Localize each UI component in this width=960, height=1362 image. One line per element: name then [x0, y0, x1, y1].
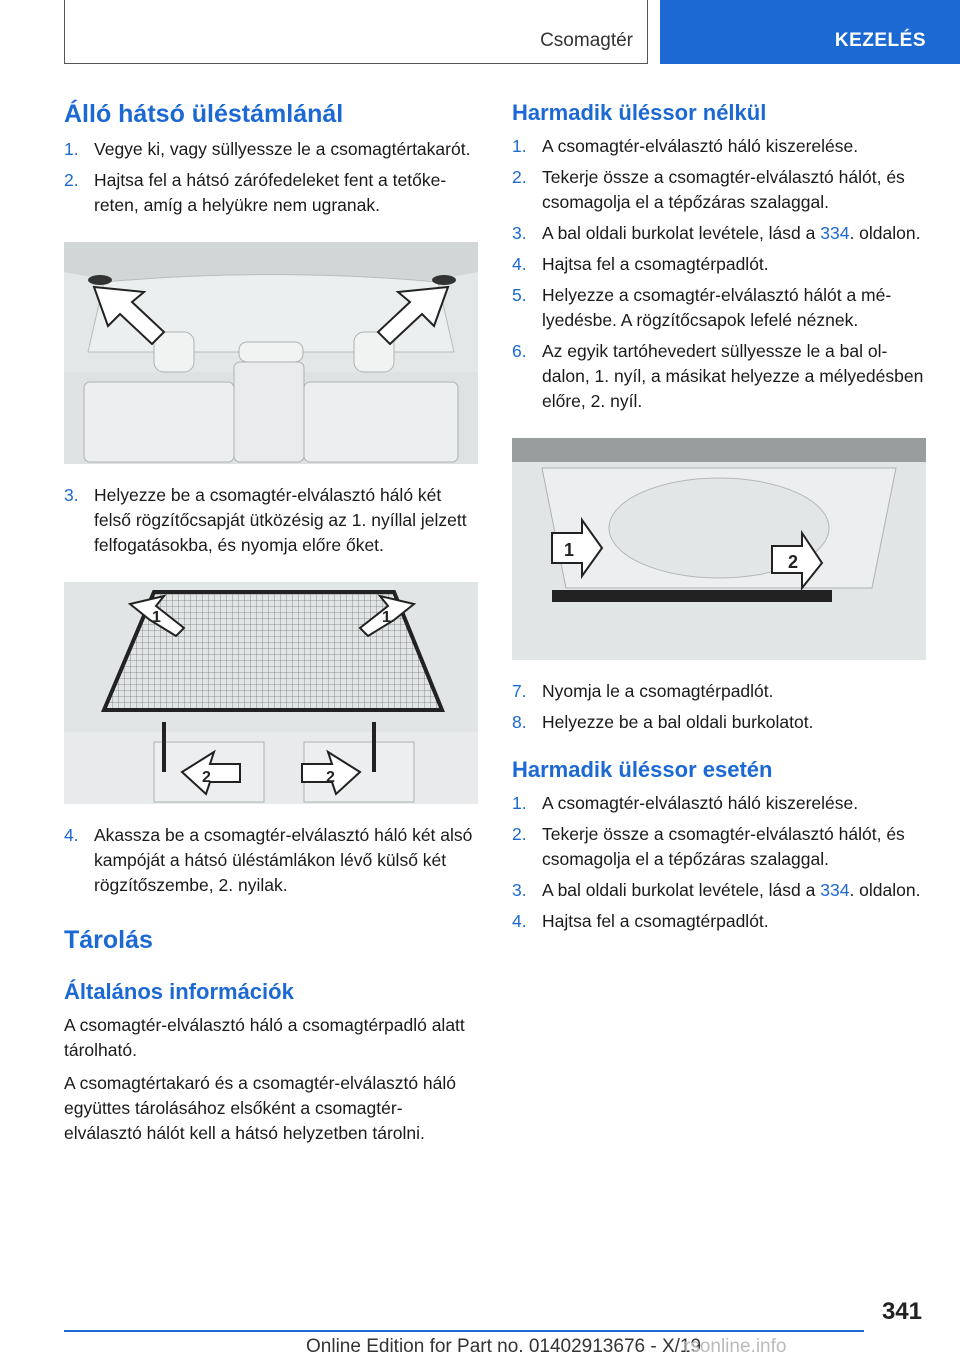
step-item	[512, 165, 926, 215]
step-number: 7.	[512, 681, 527, 701]
step-number: 1.	[64, 139, 79, 159]
footer-divider	[64, 1330, 864, 1332]
step-number: 8.	[512, 712, 527, 732]
fig2-label-2a: 2	[202, 769, 211, 786]
step-text: Vegye ki, vagy süllyessze le a csomagtértakarót.	[94, 139, 471, 159]
edition-text: Online Edition for Part no. 01402913676 - X/19	[306, 1336, 702, 1357]
fig3-label-2: 2	[788, 552, 799, 572]
step-text: Tekerje össze a csomagtér-elválasztó hálót, és csomagolja el a tépőzáras szalaggal.	[542, 167, 905, 212]
step-text: Helyezze be a csomagtér-elválasztó háló két felső rögzítőcsapját ütközésig az 1. nyíllal jelzett felfogatásokba, és nyomja előre őket.	[94, 485, 467, 555]
chapter-label: KEZELÉS	[834, 30, 926, 51]
steps-list-c	[64, 823, 478, 898]
figure-net-fitting	[64, 582, 478, 804]
step-text: Akassza be a csomagtér-elválasztó háló két alsó kampóját a hátsó üléstámlákon lévő külső két rögzítőszembe, 2. nyilak.	[94, 825, 473, 895]
step-text: Tekerje össze a csomagtér-elválasztó hálót, és csomagolja el a tépőzáras szalaggal.	[542, 824, 905, 869]
step-text: Hajtsa fel a hátsó zárófedeleket fent a tetőkereten, amíg a helyükre nem ugranak.	[94, 170, 447, 215]
fig2-label-2b: 2	[326, 769, 335, 786]
page-link[interactable]: 334	[820, 223, 850, 243]
step-item	[512, 791, 926, 816]
step-number: 4.	[512, 254, 527, 274]
steps-list-a	[64, 137, 478, 218]
step-number: 1.	[512, 793, 527, 813]
step-number: 1.	[512, 136, 527, 156]
step-number: 2.	[512, 824, 527, 844]
step-number: 6.	[512, 341, 527, 361]
step-item	[512, 339, 926, 414]
fig2-label-1b: 1	[382, 609, 391, 626]
right-column	[512, 100, 926, 940]
page-link[interactable]: 334	[820, 880, 850, 900]
step-number: 5.	[512, 285, 527, 305]
step-text	[542, 878, 926, 903]
paragraph-storage-2: A csomagtértakaró és a csomagtér-elválasztó háló együttes tárolásához elsőként a csomagtér-elválasztó hálót kell a hátsó helyzetben tárolni.	[64, 1073, 456, 1143]
step-text: A csomagtér-elválasztó háló kiszerelése.	[542, 136, 859, 156]
step-item	[512, 909, 926, 934]
page-number: 341	[881, 1298, 922, 1325]
step-text-post: . oldalon.	[849, 880, 921, 900]
figure-roof-covers	[64, 242, 478, 464]
step-number: 4.	[64, 825, 79, 845]
step-number: 2.	[64, 170, 79, 190]
heading-storage: Tárolás	[64, 926, 153, 954]
fig3-label-1: 1	[564, 540, 575, 560]
step-text: Az egyik tartóhevedert süllyessze le a bal oldalon, 1. nyíl, a másikat helyezze a mélyedésben előre, 2. nyíl.	[542, 341, 924, 411]
step-number: 3.	[512, 223, 527, 243]
step-item	[64, 137, 478, 162]
step-item	[512, 252, 926, 277]
step-text: Hajtsa fel a csomagtérpadlót.	[542, 254, 769, 274]
section-title: Csomagtér	[540, 30, 633, 51]
steps-list-right-c	[512, 791, 926, 934]
heading-general-info: Általános információk	[64, 979, 294, 1004]
heading-with-third-row: Harmadik üléssor esetén	[512, 757, 773, 782]
step-text: Helyezze be a bal oldali burkolatot.	[542, 712, 814, 732]
heading-without-third-row: Harmadik üléssor nélkül	[512, 100, 767, 125]
step-item	[512, 134, 926, 159]
step-text: A csomagtér-elválasztó háló kiszerelése.	[542, 793, 859, 813]
heading-upright-backrest: Álló hátsó üléstámlánál	[64, 100, 344, 128]
step-text-pre: A bal oldali burkolat levétele, lásd a	[542, 880, 821, 900]
figure-net-storage	[512, 438, 926, 660]
step-item	[64, 483, 478, 558]
header-section-box	[64, 0, 648, 64]
watermark: rsonline.info	[684, 1336, 787, 1357]
steps-list-right-b	[512, 679, 926, 735]
step-item	[512, 679, 926, 704]
step-text: Hajtsa fel a csomagtérpadlót.	[542, 911, 769, 931]
steps-list-b	[64, 483, 478, 558]
step-text-pre: A bal oldali burkolat levétele, lásd a	[542, 223, 821, 243]
steps-list-right-a	[512, 134, 926, 414]
step-text: Helyezze a csomagtér-elválasztó hálót a mélyedésbe. A rögzítőcsapok lefelé néznek.	[542, 285, 892, 330]
step-text: Nyomja le a csomagtérpadlót.	[542, 681, 774, 701]
header-chapter-tab[interactable]	[660, 0, 960, 64]
step-item	[512, 878, 926, 903]
step-number: 3.	[64, 485, 79, 505]
step-item	[64, 168, 478, 218]
step-item	[512, 822, 926, 872]
step-text-post: . oldalon.	[849, 223, 921, 243]
left-column	[64, 100, 478, 1154]
step-item	[64, 823, 478, 898]
step-item	[512, 710, 926, 735]
step-number: 2.	[512, 167, 527, 187]
step-number: 3.	[512, 880, 527, 900]
fig2-label-1a: 1	[152, 609, 161, 626]
step-item	[512, 283, 926, 333]
step-text	[542, 221, 926, 246]
step-item	[512, 221, 926, 246]
step-number: 4.	[512, 911, 527, 931]
paragraph-storage-1: A csomagtér-elválasztó háló a csomagtérpadló alatt tárolható.	[64, 1015, 465, 1060]
